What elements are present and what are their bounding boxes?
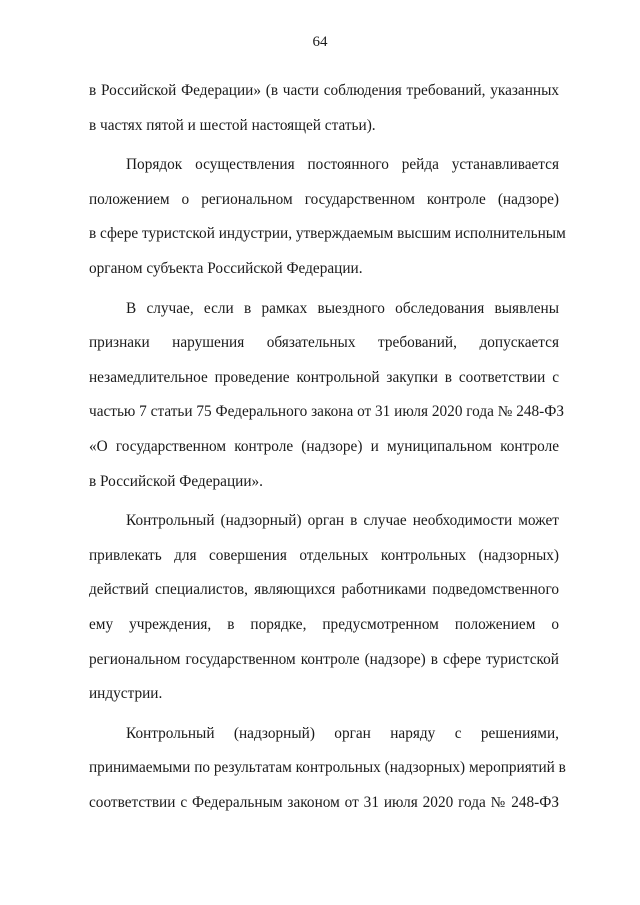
text-line: Порядок осуществления постоянного рейда устанавливается	[126, 156, 559, 174]
text-line: региональном государственном контроле (надзоре) в сфере туристской	[89, 650, 559, 668]
text-line: признаки нарушения обязательных требований, допускается	[89, 334, 559, 352]
page-number: 64	[312, 34, 328, 50]
text-line: индустрии.	[89, 685, 163, 703]
text-line: в Российской Федерации» (в части соблюдения требований, указанных	[89, 82, 559, 99]
text-line: действий специалистов, являющихся работниками подведомственного	[89, 581, 559, 599]
text-line: В случае, если в рамках выездного обследования выявлены	[126, 299, 559, 317]
text-line: Контрольный (надзорный) орган наряду с решениями,	[126, 724, 559, 742]
text-line: в сфере туристской индустрии, утверждаемым высшим исполнительным	[89, 225, 566, 243]
text-line: в частях пятой и шестой настоящей статьи).	[89, 116, 376, 134]
text-line: частью 7 статьи 75 Федерального закона от 31 июля 2020 года № 248-ФЗ	[89, 403, 564, 421]
text-line: органом субъекта Российской Федерации.	[89, 259, 363, 277]
text-line: привлекать для совершения отдельных контрольных (надзорных)	[89, 546, 559, 564]
text-line: Контрольный (надзорный) орган в случае необходимости может	[126, 512, 559, 530]
text-line: принимаемыми по результатам контрольных (надзорных) мероприятий в	[89, 759, 566, 777]
paragraph-3	[89, 292, 564, 500]
paragraph-2	[89, 148, 566, 286]
document-body	[89, 74, 566, 820]
text-line: ему учреждения, в порядке, предусмотренном положением о	[89, 615, 559, 633]
paragraph-5	[89, 717, 566, 821]
paragraph-1	[89, 74, 559, 143]
text-line: незамедлительное проведение контрольной закупки в соответствии с	[89, 368, 559, 386]
paragraph-4	[89, 504, 559, 712]
text-line: «О государственном контроле (надзоре) и муниципальном контроле	[89, 437, 559, 455]
text-line: соответствии с Федеральным законом от 31 июля 2020 года № 248-ФЗ	[89, 793, 559, 811]
text-line: положением о региональном государственном контроле (надзоре)	[89, 190, 559, 208]
text-line: в Российской Федерации».	[89, 472, 263, 490]
